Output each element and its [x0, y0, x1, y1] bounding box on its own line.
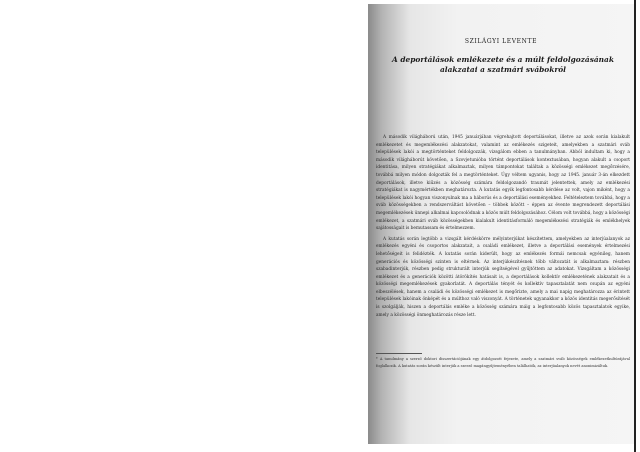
paragraph-1: A második világháború után, 1945 januárjában végrehajtott deportálásokat, illetve az azok során kialakult emlékezetet és megemlékezési alakzatokat, valamint az emlékezés szigeteit, amelyekben a szatmári sváb települések lakói a megtörténteket feldolgozzák, vizsgálom ebben a tanulmányban. Abból indultam ki, hogy a második világháborút követően, a Szovjetunióba történt deportálások kontextusában, hogyan alakult a csoport identitása, milyen stratégiákat alkalmaztak, milyen támpontokat találtak a közösségi emlékezet megőrzésére, továbbá milyen módon dolgozták fel a megtörténteket. Úgy véltem ugyanis, hogy az 1945. január 3-án elkezdett deportálások, illetve kiűzés a közösség számára feldolgozandó traumát jelentettek, amely az emlékezési stratégiákat is nagymértékben meghatározta. A kutatás egyik legfontosabb kérdése az volt, vajon miként, hogy a települések lakói hogyan viszonyulnak ma a háborús és a deportálási eseményekhez. Feltételeztem továbbá, hogy a sváb közösségekben a rendszerváltást követően – többek között – éppen az évente megrendezett deportálási megemlékezések ünnepi alkalmai kapcsolódnak a közös múlt feldolgozásához. Célom volt továbbá, hogy a közösségi emlékezet, a szatmári sváb közösségekben kialakult identitásformáló megemlékezési stratégiák és emlékhelyek sajátosságait is bemutassam és értelmezzem. [376, 135, 630, 232]
author-name: SZILÁGYI LEVENTE [464, 38, 538, 45]
book-spine [634, 0, 636, 452]
title-line-1: A deportálások emlékezete és a múlt feldolgozásának [392, 55, 614, 64]
title-line-2: alakzatai a szatmári svábokról [440, 64, 566, 74]
paragraph-2: A kutatás során legtöbb a vizsgált kérdéskörre mélyinterjúkat készítettem, amelyekben az interjúalanyok az emlékezés egyéni és csoportos alakzatait, a családi emlékezet, illetve a deportálási események értelmezési lehetőségeit is felidézték. A kutatás során kiderült, hogy az emlékezés formái nemcsak egyénileg, hanem generációs és közösségi szinten is eltérnek. Az interjúkészítésnek több változatát is alkalmaztam: részben szabadinterjúk, részben pedig strukturált interjúk segítségével gyűjtöttem az adatokat. Vizsgáltam a közösségi emlékezet és a generációk közötti átörökítés hatásait is, a deportálások kollektív emlékezetének alakzatait és a közösségi megemlékezések gyakorlatát. A deportálás tényét és kollektív tapasztalatát nem csupán az egyéni elbeszélések, hanem a családi és közösségi emlékezet is megőrizte, amely a mai napig meghatározza az érintett települések lakóinak önképét és a múlthoz való viszonyát. A történetek ugyanakkor a közös identitás megerősítését is szolgálják, hiszen a deportálás emléke a közösség számára máig a legfontosabb közös tapasztalatok egyike, amely a közösségi önmeghatározás része lett. [376, 236, 630, 318]
footnote-rule [376, 353, 422, 354]
book-page [368, 4, 634, 444]
body-text [376, 134, 630, 319]
chapter-title [378, 55, 628, 74]
footnote: * A tanulmány a szerző doktori disszertációjának egy átdolgozott fejezete, amely a szatmári sváb közösségek emlékezetkultúrájával foglalkozik. A kutatás során készült interjúk a szerző magángyűjteményében találhatók, az interjúalanyok nevét anonimizáltuk. [376, 357, 630, 368]
